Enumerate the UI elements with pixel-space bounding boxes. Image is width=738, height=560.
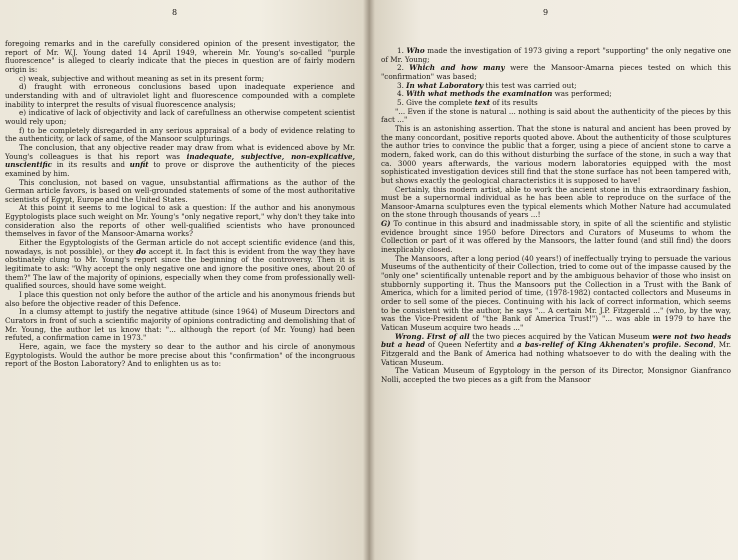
text-run: The Vatican Museum of Egyptology in the person of its Director, Monsignor Gianfranco Nolli, accepted the two pieces as a gift from the Mansoor (381, 366, 731, 384)
list-item (5, 127, 355, 144)
text-run: 5. Give the complete (397, 97, 475, 107)
text-run: In a clumsy attempt to justify the negative attitude (since 1964) of Museum Directors and Curators in front of such a scientific majority of opinions contradicting and demolishing that of Mr. Young, the author let us know that: "... although the report (of Mr. Young) had been refuted, a confirmation came in 1973." (5, 307, 355, 343)
text-run: f) to be completely disregarded in any serious appraisal of a body of evidence relating to the authenticity, or lack of same, of the Mansoor sculpturings. (5, 125, 355, 144)
emphasis-text: do (136, 246, 146, 256)
section-paragraph (381, 220, 731, 255)
emphasis-text: With what methods the examination (406, 89, 553, 99)
text-run: Certainly, this modern artist, able to work the ancient stone in this extraordinary fashion, must be a supernormal individual as he has been able to reproduce on the surface of the Mansoor-Amarna sculptures even the typical elements which Mother Nature had accumulated on the stone through thousands of years ...! (381, 184, 731, 220)
text-run: This conclusion, not based on vague, unsubstantial affirmations as the author of the German article favors, is based on well-grounded statements of some of the most authoritative scientists of Egypt, Europe and the United States. (5, 177, 355, 204)
text-run: d) fraught with erroneous conclusions based upon inadequate experience and understanding with and of ultraviolet light and fluorescence compounded with a complete inability to interpret the results of visual fluorescence analysis; (5, 82, 355, 109)
paragraph (381, 255, 731, 333)
emphasis-text: a bas-relief of King Akhenaten's profile. Second (517, 340, 714, 350)
page-number: 9 (543, 8, 549, 17)
paragraph (381, 333, 731, 368)
text-run: accept it. In fact this is evident from the way they have obstinately clung to Mr. Young's report since the beginning of the controversy. Then it is legitimate to ask: "Why accept the only negative one and ignore the positive ones, about 20 of them?" The law of the majority of opinions, especially when they come from professionally well-qualified sources, should have some weight. (5, 246, 355, 291)
text-run: 4. (397, 89, 407, 99)
text-run: 2. (397, 63, 410, 73)
text-run: to prove or disprove the authenticity of the pieces examined by him. (5, 160, 356, 178)
paragraph (5, 343, 355, 369)
list-item (5, 83, 355, 109)
paragraph (5, 144, 355, 179)
text-run: I place this question not only before the author of the article and his anonymous friends but also before the objective reader of this Defence. (5, 290, 355, 308)
list-item (381, 64, 731, 81)
paragraph (5, 40, 355, 75)
emphasis-text: inadequate, subjective, non-explicative, unscientific (5, 151, 355, 170)
text-run: of its results (490, 97, 538, 107)
page-body-text (5, 40, 355, 369)
text-run: Either the Egyptologists of the German article do not accept scientific evidence (and this, nowadays, is not possible), or they (5, 238, 355, 256)
text-run: Here, again, we face the mystery so dear to the author and his circle of anonymous Egyptologists. Would the author be more precise about this "confirmation" of the incongruous report of the Boston Laboratory? And to enlighten us as to: (5, 341, 355, 369)
paragraph (5, 308, 355, 343)
emphasis-text: unfit (129, 160, 149, 170)
paragraph (381, 186, 731, 221)
paragraph (5, 291, 355, 308)
text-run: The conclusion, that any objective reader may draw from what is evidenced above by Mr. Young's colleagues is that his report was (5, 142, 355, 161)
text-run: To continue in this absurd and inadmissable story, in spite of all the scientific and stylistic evidence brought since 1950 before Directors and Curators of Museums to whom the Collection or part of it was offered by the Mansoors, the latter found (and still find) the doors inexplicably closed. (381, 219, 731, 255)
text-run: of Queen Nefertity and (425, 340, 518, 350)
text-run: were the Mansoor-Amarna pieces tested on which this "confirmation" was based; (381, 63, 731, 81)
page-number: 8 (172, 8, 178, 17)
text-run: 1. (397, 46, 407, 55)
emphasis-text: text (474, 97, 491, 107)
text-run: c) weak, subjective and without meaning as set in its present form; (19, 73, 265, 83)
text-run: e) indicative of lack of objectivity and lack of carefullness an otherwise competent scientist would rely upon; (5, 108, 355, 126)
text-run: was performed; (552, 89, 612, 99)
text-run: this test was carried out; (483, 80, 577, 90)
text-run: made the investigation of 1973 giving a report "supporting" the only negative one of Mr. Young; (381, 46, 731, 64)
paragraph (381, 367, 731, 384)
quotation (381, 108, 731, 125)
text-run: in its results and (52, 160, 130, 170)
emphasis-text: Wrong. First of all (395, 331, 470, 341)
emphasis-text: were not two heads but a head (381, 331, 731, 350)
paragraph (5, 204, 355, 239)
page-body-text (381, 47, 731, 385)
book-gutter (363, 0, 375, 560)
text-run: The Mansoors, after a long period (40 years!) of ineffectually trying to persuade the various Museums of the authenticity of their Collection, tried to come out of the impasse caused by the "only one" scientifically untenable report and by the ambiguous behavior of those who insist on stubbornly supporting it. Thus the Mansoors put the Collection in a Trust with the Bank of America, which for a limited period of time, (1978-1982) contacted collectors and Museums in order to sell some of the pieces. Continuing with his lack of correct information, which seems to be consistent with the author, he says "... A certain Mr. J.P. Fitzgerald ..." (who, by the way, was the Vice-President of "the Bank of America Trust!") "... was able in 1979 to have the Vatican Museum acquire two heads ..." (381, 253, 731, 332)
list-item (381, 47, 731, 64)
right-page (369, 0, 738, 560)
emphasis-text: G) (381, 219, 391, 229)
list-item (5, 109, 355, 126)
text-run: "... Even if the stone is natural ... nothing is said about the authenticity of the pieces by this fact ..." (381, 106, 731, 125)
paragraph (381, 125, 731, 186)
text-run: 3. (397, 80, 407, 90)
text-run: This is an astonishing assertion. That the stone is natural and ancient has been proved by the many concordant, positive reports quoted above. About the authenticity of those sculptures the author tries to convince the public that a forger, using a piece of ancient stone to carve a modern, faked work, can do this without disturbing the surface of the stone, in such a way that ca. 3000 years afterwards, the various modern laboratories equipped with the most sophisticated investigation devices still find that the stone surface has not been tampered with, but shows exactly the geological characteristics it is supposed to have! (381, 123, 731, 185)
emphasis-text: Who (406, 46, 425, 55)
text-run: , Mr. Fitzgerald and the Bank of America had nothing whatsoever to do with the dealing with the Vatican Museum. (381, 340, 731, 367)
paragraph (5, 179, 355, 205)
emphasis-text: In what Laboratory (406, 80, 484, 90)
paragraph (5, 239, 355, 291)
text-run: At this point it seems to me logical to ask a question: If the author and his anonymous Egyptologists place such weight on Mr. Young's "only negative report," why don't they take into consideration also the reports of other well-qualified scientists who have pronounced themselves in favor of the Mansoor-Amarna works? (5, 203, 355, 239)
text-run: the two pieces acquired by the Vatican Museum (469, 331, 653, 341)
text-run: foregoing remarks and in the carefully considered opinion of the present investigator, the report of Mr. W.J. Young dated 14 April 1949, wherein Mr. Young's so-called "purple fluorescence" is alleged to clearly indicate that the pieces in question are of fairly modern origin is: (5, 39, 355, 74)
emphasis-text: Which and how many (409, 63, 505, 73)
